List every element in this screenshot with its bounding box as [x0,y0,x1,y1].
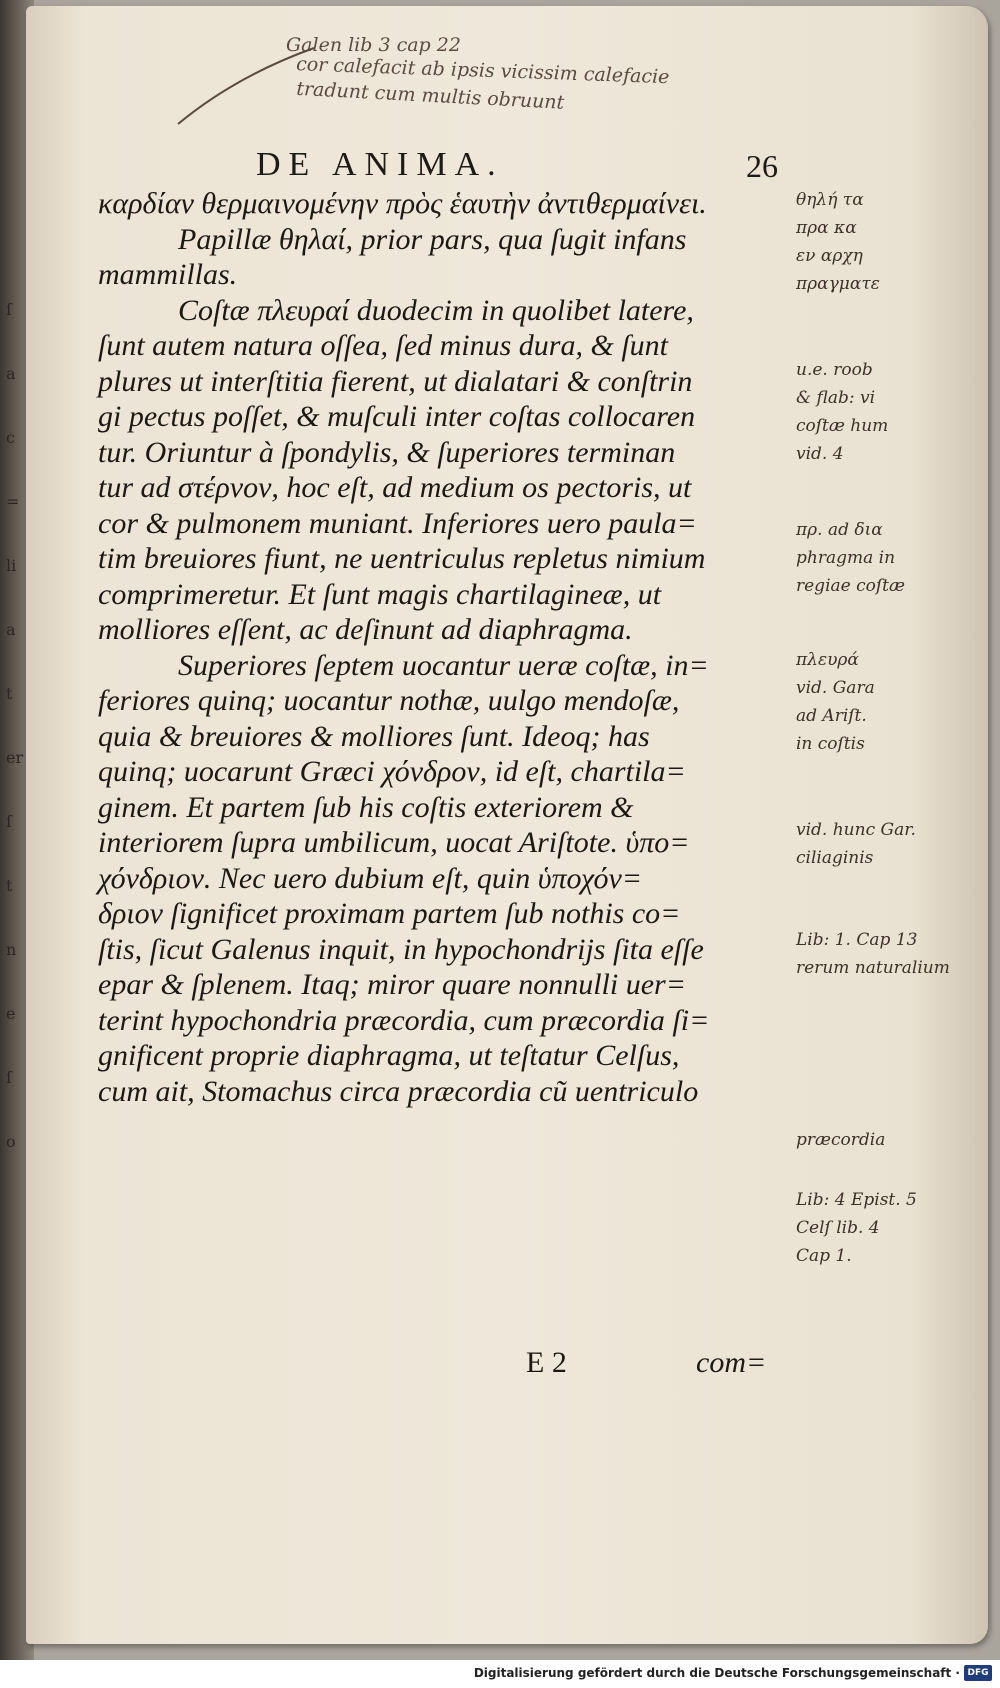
margin-note [796,646,1000,758]
margin-note-line: vid. Gara [796,678,875,698]
text-line: quinq; uocarunt Græci χόνδρον, id eſt, chartila= [98,755,686,788]
margin-note-line: regiae coſtæ [796,576,905,596]
margin-note [796,516,1000,600]
signature-mark: E 2 [526,1346,567,1379]
facing-page-fragment: t [6,684,13,703]
body-text [98,186,788,1109]
margin-note-line: vid. 4 [796,444,844,464]
facing-page-fragment: c [6,428,15,447]
margin-note [796,926,1000,982]
handwritten-top-line: cor calefacit ab ipsis vicissim calefacie [295,53,670,89]
margin-note-line: θηλή τα [796,190,864,210]
margin-note-line: rerum naturalium [796,958,950,978]
text-line: tur ad στέρνον, hoc eſt, ad medium os pectoris, ut [98,471,692,504]
margin-note-line: ciliaginis [796,848,874,868]
margin-note [796,1126,1000,1154]
page-number: 26 [746,148,778,184]
text-line: δριον ſignificet proximam partem ſub nothis co= [98,897,681,930]
text-line: gnificent proprie diaphragma, ut teſtatur Celſus, [98,1039,680,1072]
facing-page-fragment: e [6,1004,16,1023]
margin-note-line: πλευρά [796,650,859,670]
handwritten-top-note [286,30,926,150]
dfg-logo: DFG [964,1665,992,1681]
margin-note-line: Cap 1. [796,1246,852,1266]
facing-page-fragment: a [6,364,16,383]
catchword: com= [696,1346,767,1379]
facing-page-fragment: ſ [6,1068,12,1087]
facing-page-fragment: li [6,556,17,575]
text-line: καρδίαν θερμαινομένην πρὸς ἑαυτὴν ἀντιθερμαίνει. [98,187,707,220]
text-line: comprimeretur. Et ſunt magis chartilagineæ, ut [98,577,662,611]
credit-bar [0,1660,1000,1688]
text-line: plures ut interſtitia fierent, ut dialatari & conſtrin [98,364,693,398]
margin-note [796,1186,1000,1270]
text-line: χόνδριον. Nec uero dubium eſt, quin ὑποχόν= [98,861,643,895]
facing-page-fragment: a [6,620,16,639]
facing-page-fragment: n [6,940,17,959]
text-line: molliores eſſent, ac deſinunt ad diaphragma. [98,613,633,646]
running-head: DE ANIMA. [256,146,504,183]
margin-note-line: πρα κα [796,218,857,238]
page-footer [526,1346,776,1386]
text-line: gi pectus poſſet, & muſculi inter coſtas collocaren [98,400,696,433]
credit-text: Digitalisierung gefördert durch die Deutsche Forschungsgemeinschaft · [473,1666,960,1680]
text-line: Superiores ſeptem uocantur ueræ coſtæ, in= [178,648,709,682]
text-line: mammillas. [98,258,238,291]
margin-note-line: πραγματε [796,274,880,294]
text-line: terint hypochondria præcordia, cum præcordia ſi= [98,1003,710,1037]
margin-note-line: u.e. roob [796,360,873,380]
text-line: tim breuiores fiunt, ne uentriculus repletus nimium [98,542,706,575]
text-line: interiorem ſupra umbilicum, uocat Ariſtote. ὑπο= [98,826,690,859]
margin-note-line: Celſ lib. 4 [796,1218,880,1238]
handwritten-top-line: tradunt cum multis obruunt [295,77,565,114]
text-line: cum ait, Stomachus circa præcordia cũ uentriculo [98,1074,699,1108]
handwritten-top-line: Galen lib 3 cap 22 [286,34,461,56]
margin-note-line: præcordia [796,1130,886,1150]
text-line: quia & breuiores & molliores ſunt. Ideoq; has [98,719,650,753]
margin-note-line: εν αρχη [796,246,863,266]
margin-note-line: in coſtis [796,734,865,754]
margin-note-line: & flab: vi [796,388,876,408]
text-line: ſtis, ſicut Galenus inquit, in hypochondrijs ſita eſſe [98,932,704,966]
margin-note-line: Lib: 4 Epist. 5 [796,1190,917,1210]
margin-note [796,356,1000,468]
facing-page-edge [6,300,26,1200]
margin-note-line: πρ. ad δια [796,520,883,540]
margin-note-line: ad Ariſt. [796,706,867,726]
margin-note-line: coſtæ hum [796,416,889,436]
facing-page-fragment: ſ [6,812,12,831]
book-leaf [26,6,988,1644]
text-line: ginem. Et partem ſub his coſtis exteriorem & [98,790,634,824]
margin-note-line: Lib: 1. Cap 13 [796,930,918,950]
text-line: tur. Oriuntur à ſpondylis, & ſuperiores terminan [98,435,676,469]
text-line: epar & ſplenem. Itaq; miror quare nonnulli uer= [98,968,686,1001]
margin-note-line: phragma in [796,548,896,568]
text-line: ſunt autem natura oſſea, ſed minus dura, & ſunt [98,329,668,362]
margin-note [796,816,1000,872]
page-header [256,146,816,186]
facing-page-fragment: o [6,1132,16,1151]
text-line: Coſtæ πλευραί duodecim in quolibet latere, [178,293,694,327]
margin-note-line: vid. hunc Gar. [796,820,916,840]
facing-page-fragment: ſ [6,300,12,319]
text-line: Papillæ θηλαί, prior pars, qua ſugit infans [178,222,687,256]
facing-page-fragment: t [6,876,13,895]
facing-page-fragment: er [6,748,24,767]
text-line: feriores quinq; uocantur nothæ, uulgo mendoſæ, [98,684,680,717]
margin-note [796,186,1000,298]
facing-page-fragment: = [6,492,20,511]
text-line: cor & pulmonem muniant. Inferiores uero paula= [98,506,697,540]
